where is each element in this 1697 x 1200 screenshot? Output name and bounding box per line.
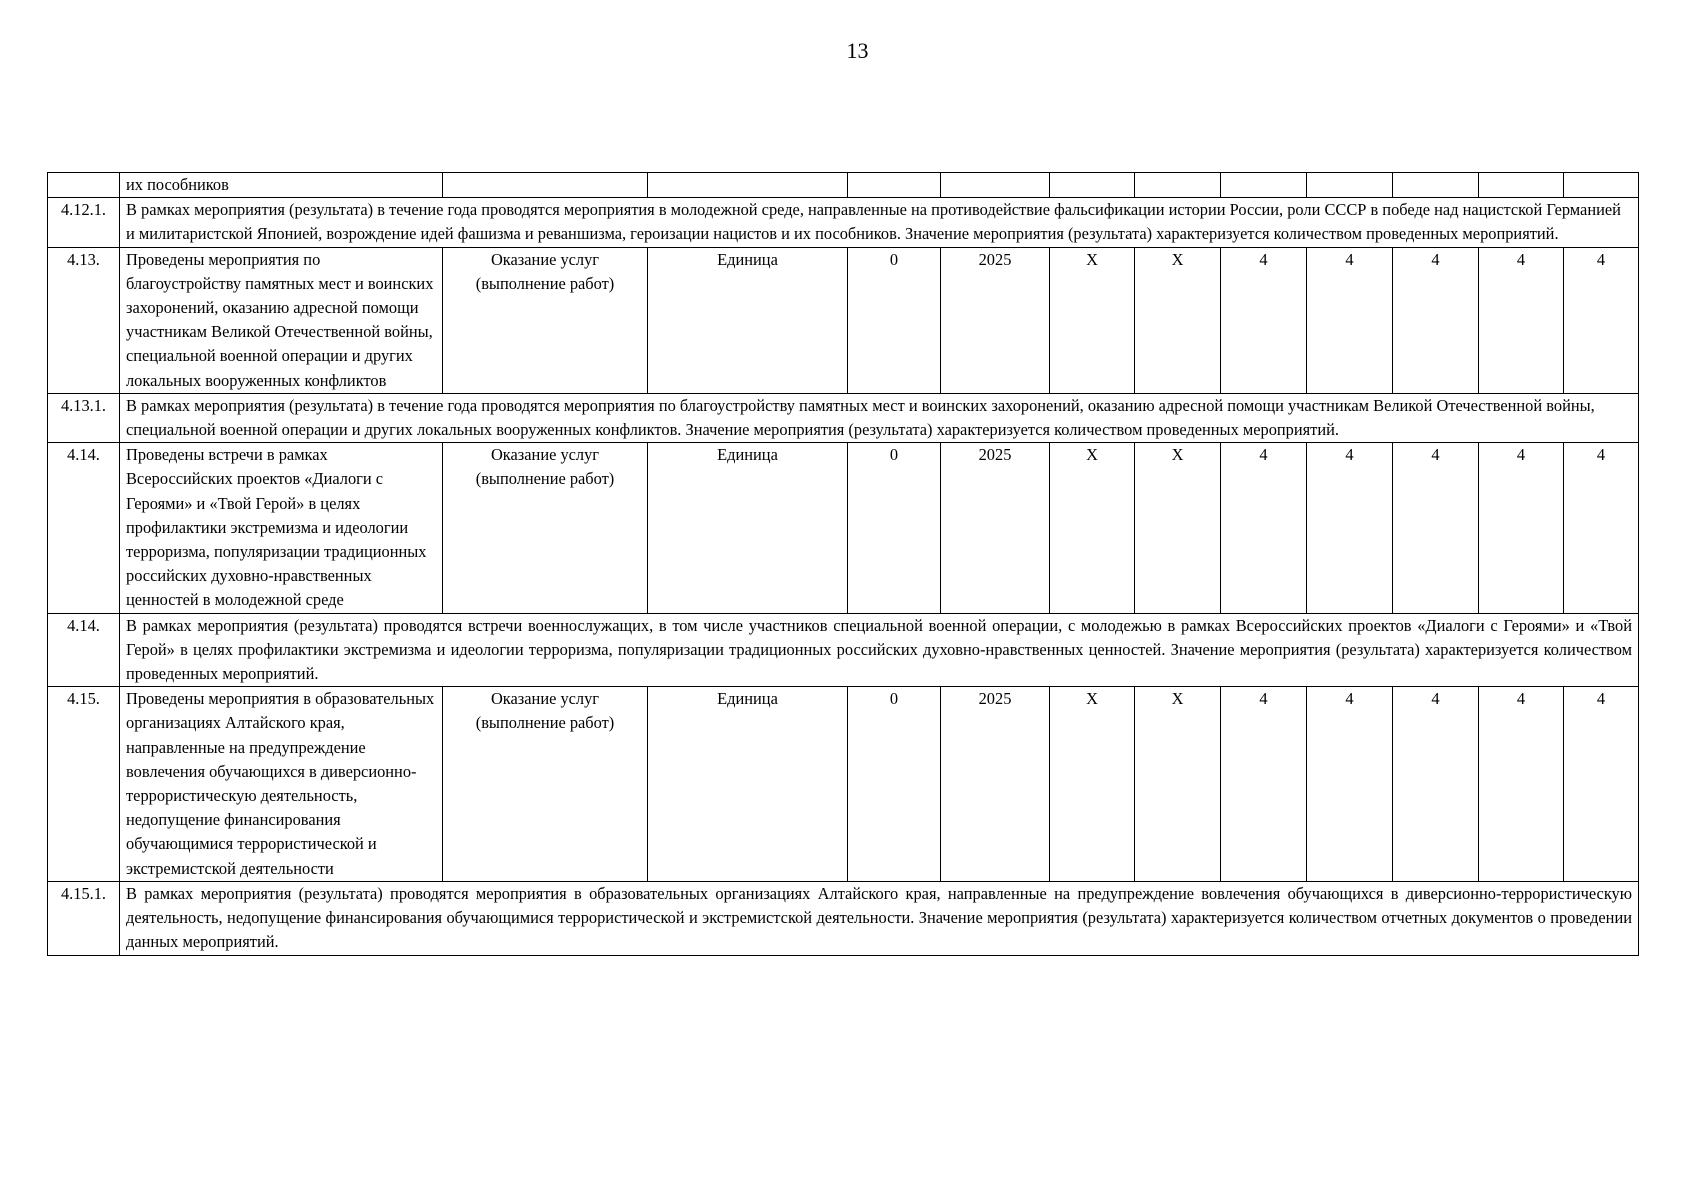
base-year: 2025: [941, 247, 1050, 393]
result-type: Оказание услуг (выполнение работ): [443, 247, 648, 393]
base-year: 2025: [941, 687, 1050, 882]
row-number: 4.15.: [48, 687, 120, 882]
table-row: [48, 173, 1639, 198]
value-cell: 4: [1564, 247, 1639, 393]
result-name: Проведены встречи в рамках Всероссийских проектов «Диалоги с Героями» и «Твой Герой» в целях профилактики экстремизма и идеологии терроризма, популяризации традиционных российских духовно-нравственных ценностей в молодежной среде: [120, 443, 443, 613]
result-name: их пособников: [120, 173, 443, 198]
row-number: 4.15.1.: [48, 881, 120, 955]
table-row: [48, 393, 1639, 442]
table-row: [48, 198, 1639, 247]
base-value: 0: [848, 443, 941, 613]
value-cell: 4: [1393, 687, 1479, 882]
value-cell: 4: [1307, 247, 1393, 393]
value-cell: 4: [1307, 443, 1393, 613]
result-description: В рамках мероприятия (результата) проводятся встречи военнослужащих, в том числе участников специальной военной операции, с молодежью в рамках Всероссийских проектов «Диалоги с Героями» и «Твой Герой» в целях профилактики экстремизма и идеологии терроризма, популяризации традиционных российских духовно-нравственных ценностей. Значение мероприятия (результата) характеризуется количеством проведенных мероприятий.: [120, 613, 1639, 687]
value-cell: 4: [1307, 687, 1393, 882]
table-row: [48, 613, 1639, 687]
table-row: [48, 687, 1639, 882]
value-cell: 4: [1479, 443, 1564, 613]
row-number: 4.13.1.: [48, 393, 120, 442]
result-type: Оказание услуг (выполнение работ): [443, 443, 648, 613]
row-number: [48, 173, 120, 198]
row-number: 4.13.: [48, 247, 120, 393]
value-cell: 4: [1221, 443, 1307, 613]
result-description: В рамках мероприятия (результата) проводятся мероприятия в образовательных организациях Алтайского края, направленные на предупреждение вовлечения обучающихся в диверсионно-террористическую деятельность, недопущение финансирования обучающимися террористической и экстремистской деятельности. Значение мероприятия (результата) характеризуется количеством отчетных документов о проведении данных мероприятий.: [120, 881, 1639, 955]
base-year: 2025: [941, 443, 1050, 613]
results-table: [47, 172, 1639, 956]
value-cell: X: [1135, 687, 1221, 882]
value-cell: 4: [1221, 687, 1307, 882]
table-row: [48, 443, 1639, 613]
result-name: Проведены мероприятия в образовательных организациях Алтайского края, направленные на предупреждение вовлечения обучающихся в диверсионно-террористическую деятельность, недопущение финансирования обучающимися террористической и экстремистской деятельности: [120, 687, 443, 882]
value-cell: 4: [1479, 687, 1564, 882]
unit: Единица: [648, 687, 848, 882]
row-number: 4.14.: [48, 443, 120, 613]
page-number: 13: [846, 38, 869, 63]
value-cell: 4: [1393, 247, 1479, 393]
base-value: 0: [848, 247, 941, 393]
value-cell: X: [1135, 247, 1221, 393]
row-number: 4.12.1.: [48, 198, 120, 247]
table-row: [48, 247, 1639, 393]
result-type: Оказание услуг (выполнение работ): [443, 687, 648, 882]
value-cell: 4: [1393, 443, 1479, 613]
result-description: В рамках мероприятия (результата) в течение года проводятся мероприятия по благоустройству памятных мест и воинских захоронений, оказанию адресной помощи участникам Великой Отечественной войны, специальной военной операции и других локальных вооруженных конфликтов. Значение мероприятия (результата) характеризуется количеством проведенных мероприятий.: [120, 393, 1639, 442]
base-value: 0: [848, 687, 941, 882]
value-cell: 4: [1564, 687, 1639, 882]
value-cell: X: [1135, 443, 1221, 613]
value-cell: X: [1050, 247, 1135, 393]
unit: Единица: [648, 247, 848, 393]
table-row: [48, 881, 1639, 955]
value-cell: 4: [1564, 443, 1639, 613]
value-cell: X: [1050, 443, 1135, 613]
value-cell: X: [1050, 687, 1135, 882]
row-number: 4.14.: [48, 613, 120, 687]
value-cell: 4: [1221, 247, 1307, 393]
value-cell: 4: [1479, 247, 1564, 393]
result-name: Проведены мероприятия по благоустройству памятных мест и воинских захоронений, оказанию адресной помощи участникам Великой Отечественной войны, специальной военной операции и других локальных вооруженных конфликтов: [120, 247, 443, 393]
result-description: В рамках мероприятия (результата) в течение года проводятся мероприятия в молодежной среде, направленные на противодействие фальсификации истории России, роли СССР в победе над нацистской Германией и милитаристской Японией, возрождение идей фашизма и реваншизма, героизации нацистов и их пособников. Значение мероприятия (результата) характеризуется количеством проведенных мероприятий.: [120, 198, 1639, 247]
unit: Единица: [648, 443, 848, 613]
